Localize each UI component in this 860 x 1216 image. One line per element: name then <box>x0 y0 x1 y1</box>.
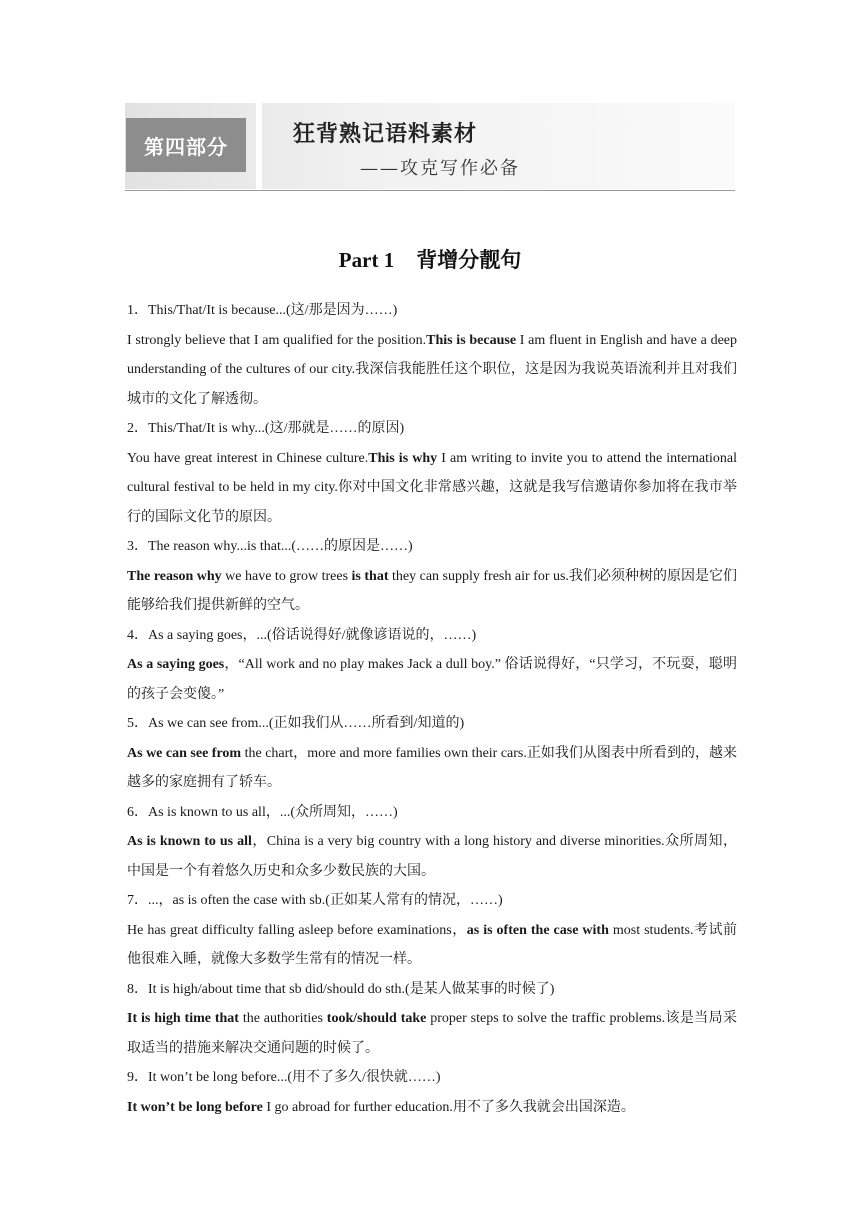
sentence-item <box>127 1063 737 1122</box>
example-paragraph: As a saying goes，“All work and no play makes Jack a dull boy.” 俗话说得好，“只学习，不玩耍，聪明的孩子会变傻。” <box>127 657 737 702</box>
section-title: 狂背熟记语料素材 <box>293 121 478 147</box>
part-number: Part 1 <box>338 248 395 272</box>
example-paragraph: The reason why we have to grow trees is that they can supply fresh air for us.我们必须种树的原因是它们能够给我们提供新鲜的空气。 <box>127 568 737 613</box>
section-label: 第四部分 <box>126 118 246 172</box>
sentence-item <box>127 975 737 1064</box>
example-paragraph: I strongly believe that I am qualified for the position.This is because I am fluent in English and have a deep understanding of the cultures of our city.我深信我能胜任这个职位，这是因为我说英语流利并且对我们城市的文化了解透彻。 <box>127 332 737 407</box>
example-paragraph: He has great difficulty falling asleep before examinations，as is often the case with most students.考试前他很难入睡，就像大多数学生常有的情况一样。 <box>127 922 737 967</box>
banner-divider <box>256 103 262 189</box>
example-paragraph: You have great interest in Chinese culture.This is why I am writing to invite you to attend the international cultural festival to be held in my city.你对中国文化非常感兴趣，这就是我写信邀请你参加将在我市举行的国际文化节的原因。 <box>127 450 738 525</box>
sentence-list <box>127 296 737 1122</box>
banner-underline <box>125 190 735 191</box>
example-paragraph: It won’t be long before I go abroad for further education.用不了多久我就会出国深造。 <box>127 1099 635 1115</box>
sentence-item <box>127 532 737 621</box>
pattern-heading: 1．This/That/It is because...(这/那是因为……) <box>127 303 398 318</box>
part-name: 背增分靓句 <box>416 248 522 272</box>
section-subtitle: ——攻克写作必备 <box>360 158 520 179</box>
pattern-heading: 2．This/That/It is why...(这/那就是……的原因) <box>127 421 405 436</box>
example-paragraph: As we can see from the chart，more and more families own their cars.正如我们从图表中所看到的，越来越多的家庭拥有了轿车。 <box>127 745 737 790</box>
pattern-heading: 8．It is high/about time that sb did/should do sth.(是某人做某事的时候了) <box>127 981 555 997</box>
pattern-heading: 7．...，as is often the case with sb.(正如某人常有的情况，……) <box>127 893 503 908</box>
pattern-heading: 3．The reason why...is that...(……的原因是……) <box>127 539 413 554</box>
sentence-item <box>127 709 737 798</box>
sentence-item <box>127 621 737 710</box>
pattern-heading: 9．It won’t be long before...(用不了多久/很快就……) <box>127 1070 441 1085</box>
pattern-heading: 6．As is known to us all，...(众所周知，……) <box>127 804 398 820</box>
example-paragraph: As is known to us all，China is a very big country with a long history and diverse minorities.众所周知，中国是一个有着悠久历史和众多少数民族的大国。 <box>127 834 737 879</box>
part-title <box>0 244 860 274</box>
sentence-item <box>127 798 737 887</box>
sentence-item <box>127 886 737 975</box>
sentence-item <box>127 414 737 532</box>
sentence-item <box>127 296 737 414</box>
pattern-heading: 4．As a saying goes，...(俗话说得好/就像谚语说的，……) <box>127 627 477 643</box>
example-paragraph: It is high time that the authorities took/should take proper steps to solve the traffic problems.该是当局采取适当的措施来解决交通问题的时候了。 <box>127 1011 737 1056</box>
pattern-heading: 5．As we can see from...(正如我们从……所看到/知道的) <box>127 716 465 731</box>
